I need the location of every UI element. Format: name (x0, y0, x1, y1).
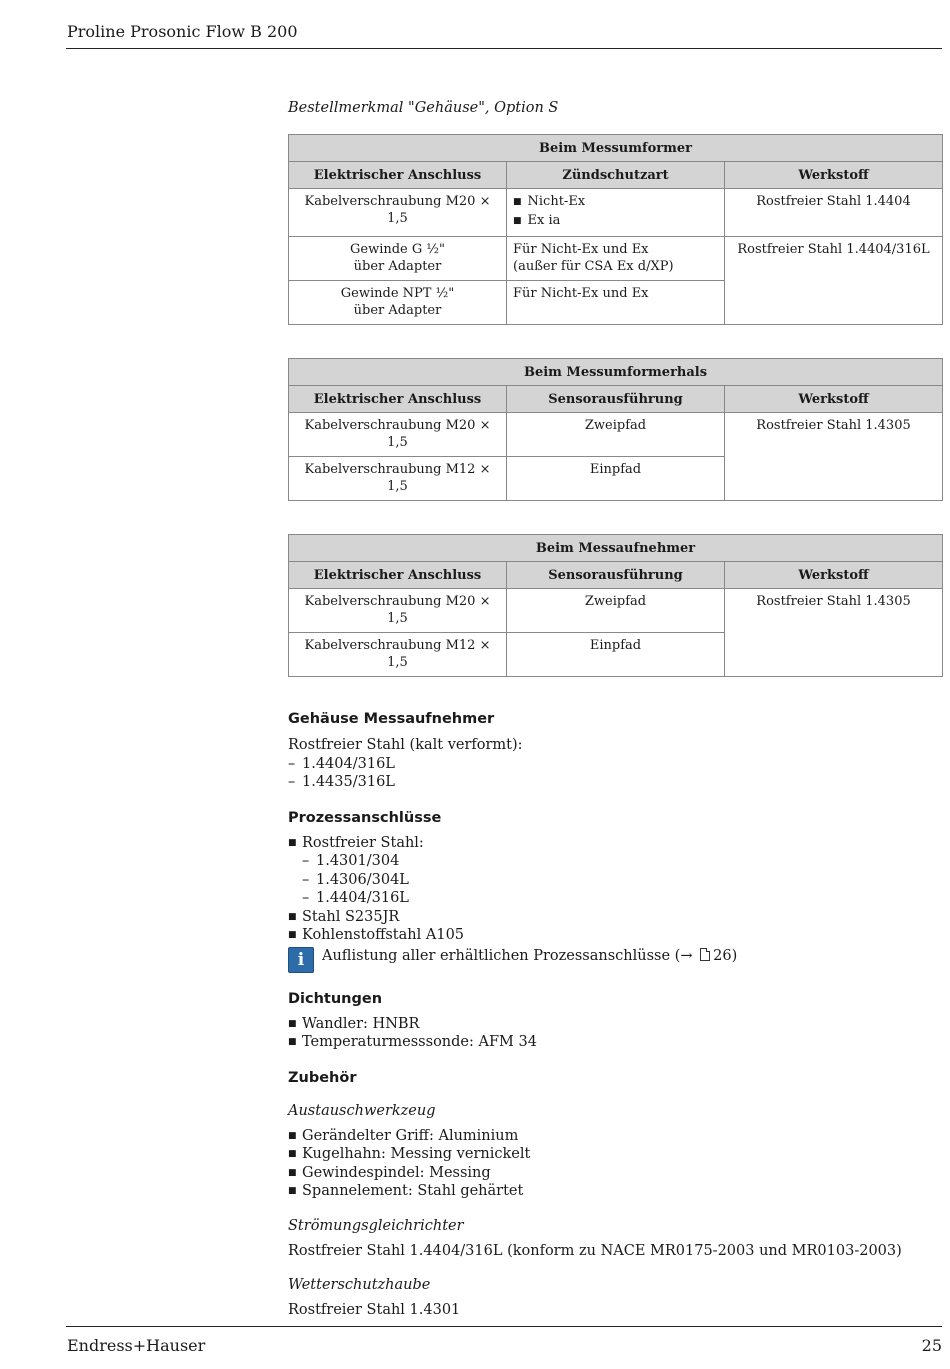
list-item: – 1.4306/304L (302, 871, 942, 890)
table-cell: Rostfreier Stahl 1.4404 (725, 189, 943, 237)
arrow-right-icon: → (680, 947, 693, 964)
footer-rule (66, 1326, 942, 1327)
flow-conditioner-text: Rostfreier Stahl 1.4404/316L (konform zu NACE MR0175-2003 und MR0103-2003) (288, 1242, 902, 1259)
list-item: – 1.4435/316L (288, 773, 942, 792)
page-icon (700, 948, 710, 961)
table-cell (507, 237, 725, 281)
table-cell: Rostfreier Stahl 1.4305 (725, 413, 943, 501)
section-heading-housing: Gehäuse Messaufnehmer (288, 711, 495, 727)
table-cell: Kabelverschraubung M20 × 1,5 (289, 589, 507, 633)
page-number: 25 (921, 1336, 942, 1355)
table-sensor (288, 534, 943, 677)
section-heading-seals: Dichtungen (288, 990, 383, 1007)
table-cell: Rostfreier Stahl 1.4305 (725, 589, 943, 677)
table-caption: Beim Messaufnehmer (289, 535, 943, 562)
column-header: Zündschutzart (507, 162, 725, 189)
table-caption: Beim Messumformerhals (289, 359, 943, 386)
column-header: Werkstoff (725, 162, 943, 189)
process-connections-list (288, 834, 942, 945)
housing-list (288, 755, 942, 792)
column-header: Sensorausführung (507, 562, 725, 589)
table-row (289, 589, 943, 633)
table-cell: Einpfad (507, 633, 725, 677)
cell-line: über Adapter (353, 303, 442, 318)
column-header: Werkstoff (725, 386, 943, 413)
table-row (289, 237, 943, 281)
list-item: ■ Wandler: HNBR (288, 1015, 942, 1034)
list-item: ■ Spannelement: Stahl gehärtet (288, 1182, 942, 1201)
table-caption: Beim Messumformer (289, 135, 943, 162)
option-title: Bestellmerkmal "Gehäuse", Option S (288, 100, 559, 116)
section-heading-accessories: Zubehör (288, 1069, 357, 1086)
table-cell: Rostfreier Stahl 1.4404/316L (725, 237, 943, 325)
column-header: Werkstoff (725, 562, 943, 589)
column-header: Elektrischer Anschluss (289, 562, 507, 589)
seals-list (288, 1015, 942, 1052)
table-cell: Kabelverschraubung M20 × 1,5 (289, 189, 507, 237)
info-text[interactable] (322, 947, 737, 966)
list-item: ■ Kohlenstoffstahl A105 (288, 926, 942, 945)
list-item: ■ Temperaturmesssonde: AFM 34 (288, 1033, 942, 1052)
table-cell: Kabelverschraubung M20 × 1,5 (289, 413, 507, 457)
header-rule (66, 48, 942, 49)
table-transmitter (288, 134, 943, 325)
weather-cover-text: Rostfreier Stahl 1.4301 (288, 1302, 461, 1318)
table-cell: Zweipfad (507, 413, 725, 457)
list-item (288, 834, 942, 908)
table-cell: Einpfad (507, 457, 725, 501)
list-item: ■ Nicht-Ex (513, 193, 718, 212)
info-close-paren: ) (731, 947, 738, 964)
table-transmitter-neck (288, 358, 943, 501)
table-cell: Kabelverschraubung M12 × 1,5 (289, 457, 507, 501)
list-item-label: Rostfreier Stahl: (302, 834, 424, 851)
cell-line: Gewinde NPT ½" (340, 286, 455, 301)
list-item: ■ Ex ia (513, 212, 718, 231)
cell-line: Für Nicht-Ex und Ex (513, 242, 649, 257)
table-row (289, 413, 943, 457)
footer-brand: Endress+Hauser (67, 1336, 206, 1355)
header-title: Proline Prosonic Flow B 200 (67, 22, 298, 41)
column-header: Elektrischer Anschluss (289, 162, 507, 189)
table-row (289, 189, 943, 237)
list-item: ■ Kugelhahn: Messing vernickelt (288, 1145, 942, 1164)
table-cell (507, 189, 725, 237)
info-text-label: Auflistung aller erhältlichen Prozessanschlüsse ( (322, 947, 681, 964)
main-content (288, 100, 942, 1320)
list-item: – 1.4404/316L (288, 755, 942, 774)
section-heading-process-connections: Prozessanschlüsse (288, 809, 442, 826)
subheading-tool: Austauschwerkzeug (288, 1102, 436, 1119)
cell-line: über Adapter (353, 259, 442, 274)
subheading-weather-cover: Wetterschutzhaube (288, 1277, 431, 1293)
tool-list (288, 1127, 942, 1201)
list-item: ■ Stahl S235JR (288, 908, 942, 927)
table-cell: Für Nicht-Ex und Ex (507, 281, 725, 325)
info-icon: i (288, 947, 314, 973)
table-cell: Kabelverschraubung M12 × 1,5 (289, 633, 507, 677)
cell-line: (außer für CSA Ex d/XP) (513, 259, 674, 274)
table-cell (289, 281, 507, 325)
table-cell (289, 237, 507, 281)
cell-line: Gewinde G ½" (350, 242, 445, 257)
info-note (288, 947, 942, 973)
housing-intro: Rostfreier Stahl (kalt verformt): (288, 737, 523, 753)
list-item: – 1.4404/316L (302, 889, 942, 908)
list-item: ■ Gerändelter Griff: Aluminium (288, 1127, 942, 1146)
list-item: ■ Gewindespindel: Messing (288, 1164, 942, 1183)
page-reference[interactable]: 26 (713, 947, 732, 964)
column-header: Sensorausführung (507, 386, 725, 413)
list-item: – 1.4301/304 (302, 852, 942, 871)
sub-list (302, 852, 942, 908)
table-cell: Zweipfad (507, 589, 725, 633)
column-header: Elektrischer Anschluss (289, 386, 507, 413)
subheading-flow-conditioner: Strömungsgleichrichter (288, 1217, 464, 1234)
